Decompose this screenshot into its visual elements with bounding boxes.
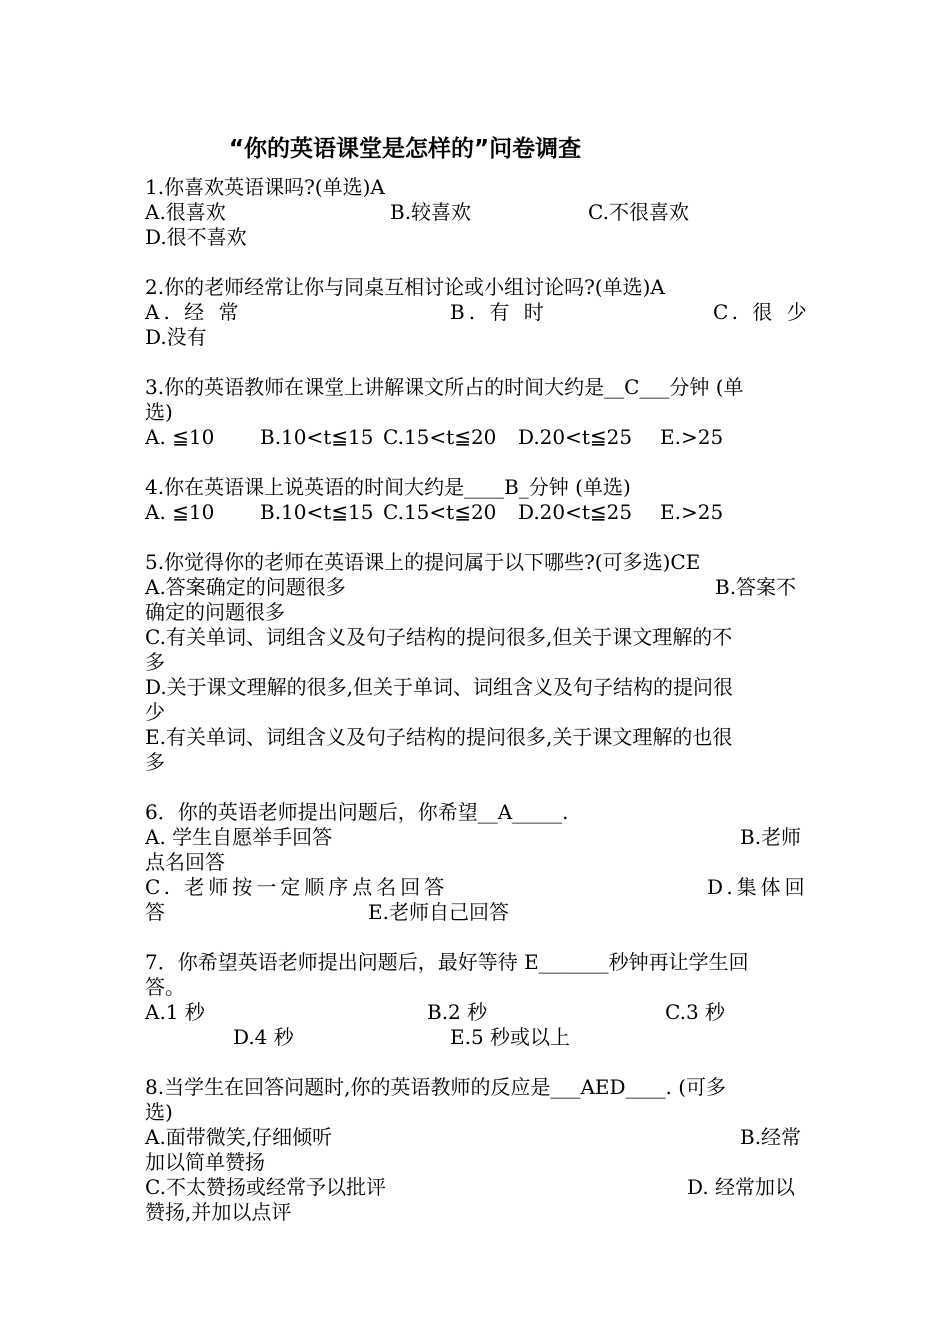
q3-option-d: D.20<t≦25: [518, 425, 633, 449]
q7-option-e: E.5 秒或以上: [450, 1025, 571, 1049]
q6-option-b: B.老师: [740, 825, 802, 849]
q4-option-d: D.20<t≦25: [518, 500, 633, 524]
q7-option-b: B.2 秒: [427, 1000, 488, 1024]
q8-option-d: D. 经常加以: [687, 1175, 796, 1199]
q2-option-a: A. 经 常: [145, 300, 243, 324]
q6-option-e: E.老师自己回答: [368, 900, 509, 924]
q3-question: 3.你的英语教师在课堂上讲解课文所占的时间大约是__C___分钟 (单: [145, 375, 744, 399]
q6-question: 6．你的英语老师提出问题后，你希望__A_____.: [145, 800, 569, 824]
q7-question: 7．你希望英语老师提出问题后，最好等待 E_______秒钟再让学生回: [145, 950, 749, 974]
q5-option-c: C.有关单词、词组含义及句子结构的提问很多,但关于课文理解的不: [145, 625, 733, 649]
q3-option-c: C.15<t≦20: [383, 425, 497, 449]
q5-option-a: A.答案确定的问题很多: [145, 575, 346, 599]
q2-option-c: C. 很 少: [713, 300, 811, 324]
q2-option-d: D.没有: [145, 325, 207, 349]
q8-question: 8.当学生在回答问题时,你的英语教师的反应是___AED____. (可多: [145, 1075, 727, 1099]
q8-option-c: C.不太赞扬或经常予以批评: [145, 1175, 386, 1199]
q6-option-d-cont: 答: [145, 900, 165, 924]
q5-option-e-cont: 多: [145, 750, 165, 774]
q7-option-c: C.3 秒: [665, 1000, 726, 1024]
q4-option-b: B.10<t≦15: [260, 500, 374, 524]
q2-question: 2.你的老师经常让你与同桌互相讨论或小组讨论吗?(单选)A: [145, 275, 665, 299]
q5-option-d: D.关于课文理解的很多,但关于单词、词组含义及句子结构的提问很: [145, 675, 734, 699]
q3-option-b: B.10<t≦15: [260, 425, 374, 449]
q8-question-cont: 选): [145, 1100, 173, 1124]
q8-option-a: A.面带微笑,仔细倾听: [145, 1125, 333, 1149]
page-title: “你的英语课堂是怎样的”问卷调查: [228, 136, 582, 162]
q7-option-d: D.4 秒: [233, 1025, 294, 1049]
q5-option-b: B.答案不: [715, 575, 797, 599]
q7-question-cont: 答。: [145, 975, 185, 999]
q5-option-b-cont: 确定的问题很多: [145, 600, 285, 624]
q1-option-a: A.很喜欢: [145, 200, 226, 224]
q5-question: 5.你觉得你的老师在英语课上的提问属于以下哪些?(可多选)CE: [145, 550, 701, 574]
q7-option-a: A.1 秒: [145, 1000, 205, 1024]
q6-option-b-cont: 点名回答: [145, 850, 225, 874]
q1-option-c: C.不很喜欢: [588, 200, 689, 224]
q1-option-d: D.很不喜欢: [145, 225, 247, 249]
q8-option-b-cont: 加以简单赞扬: [145, 1150, 265, 1174]
q3-question-cont: 选): [145, 400, 173, 424]
q5-option-d-cont: 少: [145, 700, 165, 724]
q6-option-a: A. 学生自愿举手回答: [145, 825, 333, 849]
q1-question: 1.你喜欢英语课吗?(单选)A: [145, 175, 385, 199]
q2-option-b: B. 有 时: [450, 300, 548, 324]
q4-option-a: A. ≦10: [145, 500, 215, 524]
q4-option-e: E.>25: [660, 500, 724, 524]
q8-option-d-cont: 赞扬,并加以点评: [145, 1200, 292, 1224]
q4-option-c: C.15<t≦20: [383, 500, 497, 524]
q1-option-b: B.较喜欢: [390, 200, 472, 224]
q6-option-c: C. 老师按一定顺序点名回答: [145, 875, 449, 899]
q6-option-d: D.集体回: [707, 875, 809, 899]
q5-option-c-cont: 多: [145, 650, 165, 674]
q4-question: 4.你在英语课上说英语的时间大约是____B_分钟 (单选): [145, 475, 631, 499]
q3-option-a: A. ≦10: [145, 425, 215, 449]
q8-option-b: B.经常: [740, 1125, 802, 1149]
q5-option-e: E.有关单词、词组含义及句子结构的提问很多,关于课文理解的也很: [145, 725, 733, 749]
q3-option-e: E.>25: [660, 425, 724, 449]
